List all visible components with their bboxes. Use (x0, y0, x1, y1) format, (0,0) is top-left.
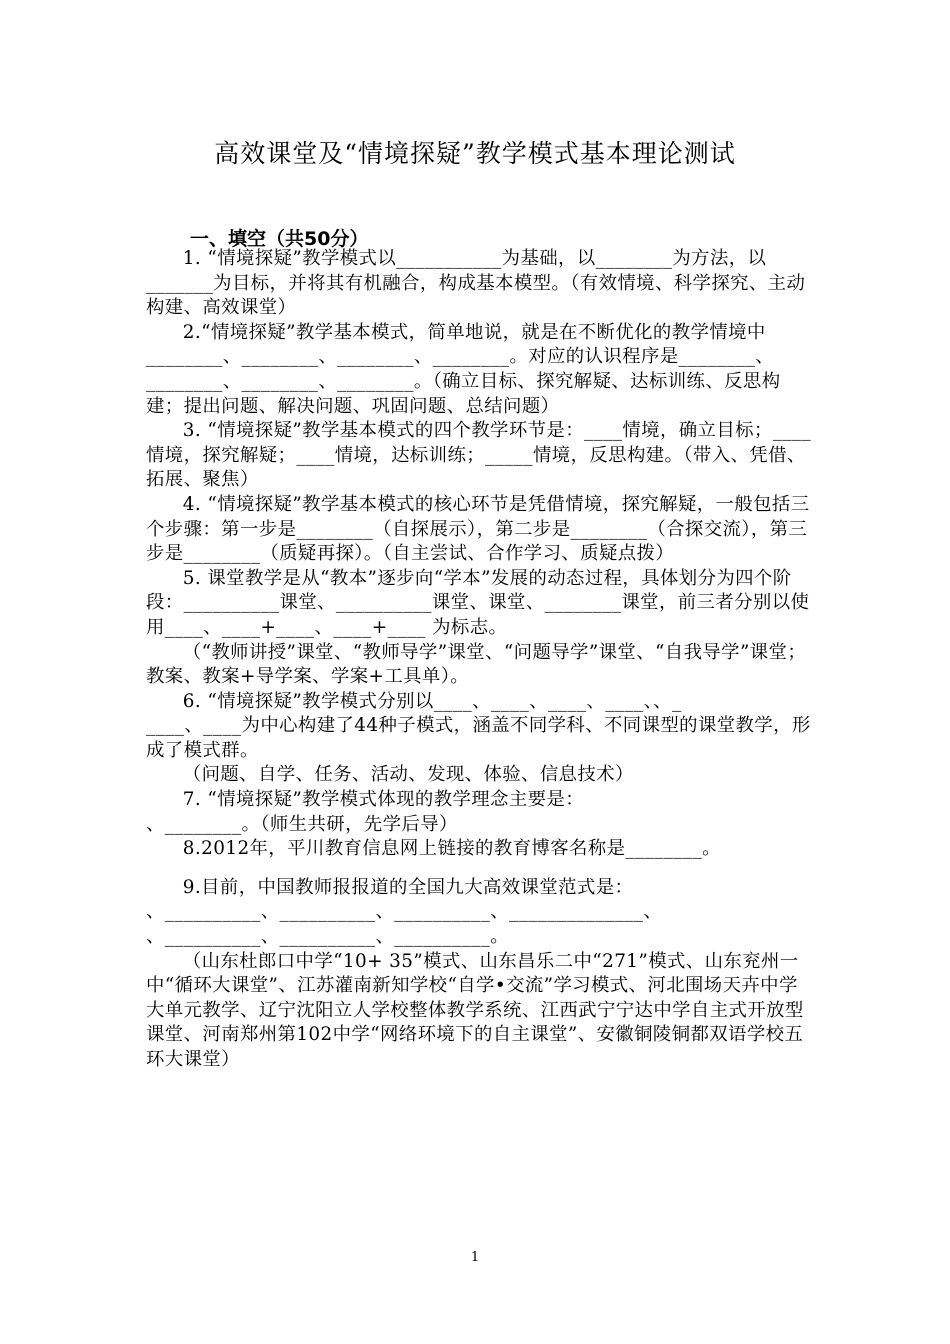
answer-9: （山东杜郎口中学“10+ 35”模式、山东昌乐二中“271”模式、山东兖州一中“循环大课堂”、江苏灌南新知学校“自学•交流”学习模式、河北围场天卉中学大单元教学、辽宁沈阳立人学校整体教学系统、江西武宁宁达中学自主式开放型课堂、河南郑州第102中学“网络环境下的自主课堂”、安徽铜陵铜都双语学校五环大课堂） (146, 950, 804, 1070)
question-9-blanks-2: 、__________、__________、__________。 (146, 926, 510, 948)
page-title: 高效课堂及“情境探疑”教学模式基本理论测试 (214, 139, 736, 168)
question-5: 5. 课堂教学是从“教本”逐步向“学本”发展的动态过程，具体划分为四个阶段：__________课堂、__________课堂、课堂、________课堂，前三者分别以使用____、____+____、____+____ 为标志。 (146, 567, 810, 638)
question-7: 7. “情境探疑”教学模式体现的教学理念主要是： (182, 789, 585, 811)
question-6-cont: ____、____为中心构建了44种子模式，涵盖不同学科、不同课型的课堂教学，形成了模式群。 (146, 715, 811, 761)
question-6: 6. “情境探疑”教学模式分别以____、____、____、____、、_ (182, 690, 682, 712)
answer-6: （问题、自学、任务、活动、发现、体验、信息技术） (182, 764, 634, 786)
question-2: 2.“情境探疑”教学基本模式，简单地说，就是在不断优化的教学情境中________、________、________、________。对应的认识程序是________、________、________、________。（确立目标、探究解疑、达标训练、反思构建；提出问题、解决问题、巩固问题、总结问题） (146, 321, 781, 417)
page-number: 1 (470, 1250, 480, 1265)
question-3: 3. “情境探疑”教学基本模式的四个教学环节是：____情境，确立目标；____情境，探究解疑；____情境，达标训练；_____情境，反思构建。（带入、凭借、拓展、聚焦） (146, 420, 812, 491)
question-1: 1. “情境探疑”教学模式以___________为基础，以________为方法，以_______为目标，并将其有机融合，构成基本模型。（有效情境、科学探究、主动构建、高效课堂） (146, 248, 806, 319)
question-body (146, 247, 814, 1073)
question-4: 4. “情境探疑”教学基本模式的核心环节是凭借情境，探究解疑，一般包括三个步骤：第一步是________（自探展示），第二步是________（合探交流），第三步是________（质疑再探）。（自主尝试、合作学习、质疑点拨） (146, 493, 810, 565)
question-7-blank: 、________。（师生共研，先学后导） (146, 813, 458, 835)
question-9-blanks-1: 、__________、__________、__________、______________、 (146, 901, 663, 923)
answer-5: （“教师讲授”课堂、“教师导学”课堂、“问题导学”课堂、“自我导学”课堂；教案、教案+导学案、学案+工具单）。 (146, 641, 807, 688)
question-9: 9.目前，中国教师报报道的全国九大高效课堂范式是： (182, 876, 634, 898)
question-8: 8.2012年，平川教育信息网上链接的教育博客名称是________。 (182, 838, 721, 860)
section-heading: 一、填空（共50分） (190, 228, 369, 250)
